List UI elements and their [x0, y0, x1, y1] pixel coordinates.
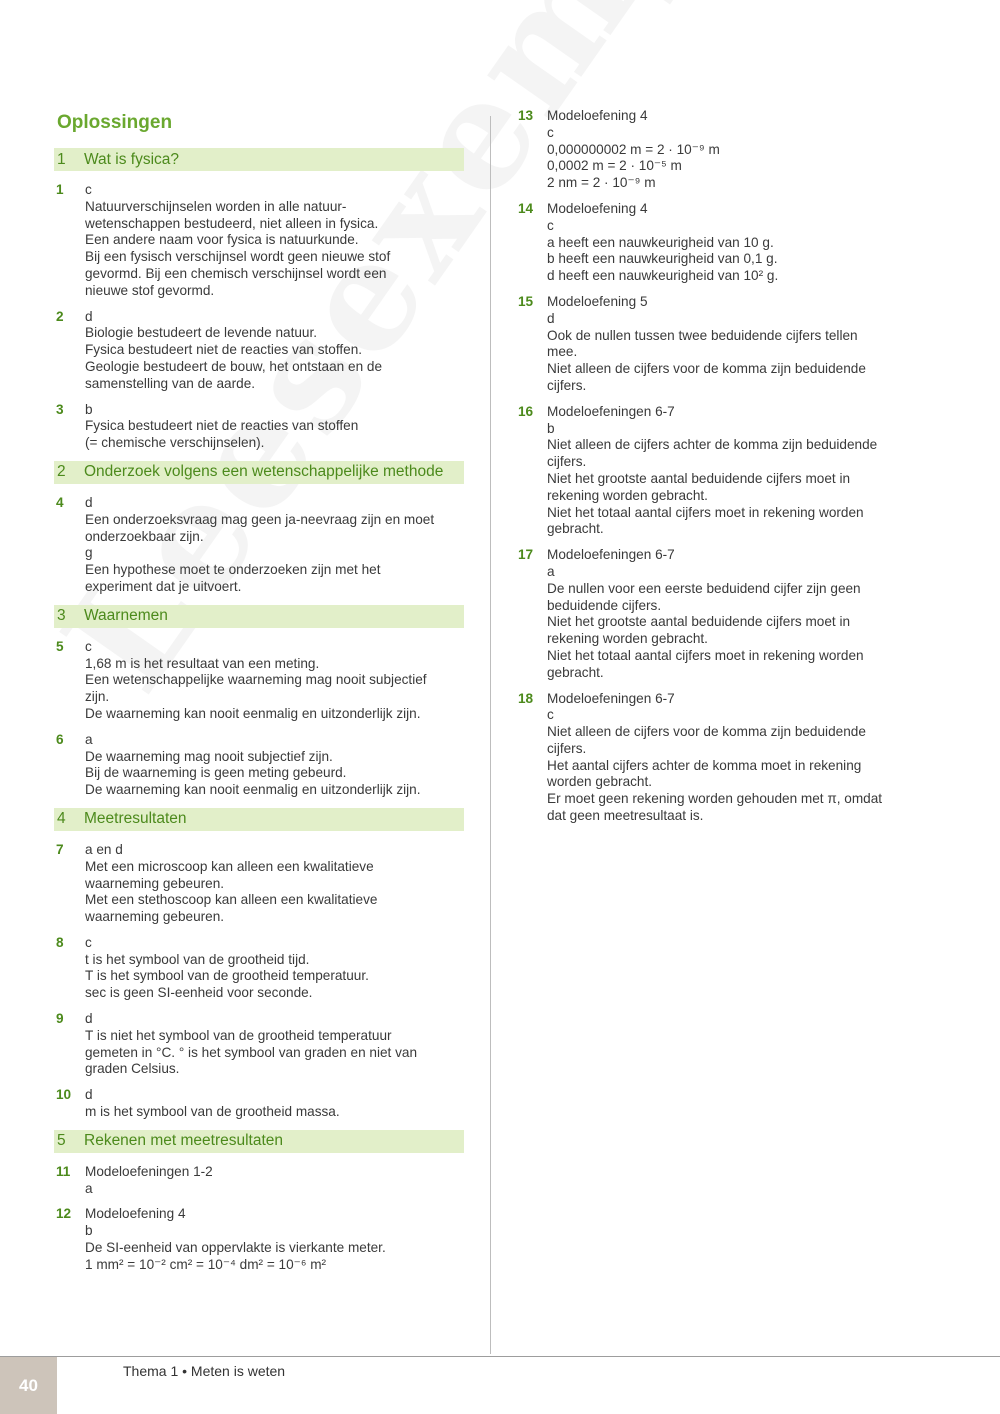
answer-line: waarneming gebeuren.: [85, 909, 225, 925]
answer-line: De nullen voor een eerste beduidend cijfer zijn geen: [547, 580, 861, 596]
answer-line: De SI-eenheid van oppervlakte is vierkante meter.: [85, 1240, 386, 1256]
question-13: [516, 108, 916, 192]
question-number: 14: [518, 200, 534, 216]
answer-key: d: [85, 494, 93, 510]
question-6: [54, 732, 464, 799]
answer-line: gemeten in °C. ° is het symbool van graden en niet van: [85, 1044, 418, 1060]
answer-key: d: [85, 308, 93, 324]
answer-line: c: [547, 217, 554, 233]
answer-line: 0,000000002 m = 2 · 10⁻⁹ m: [547, 141, 720, 157]
answer-line: experiment dat je uitvoert.: [85, 578, 242, 594]
section-number: 1: [57, 150, 66, 168]
answer-line: c: [547, 707, 554, 723]
answer-line: b: [85, 1223, 93, 1239]
answer-key: Modeloefeningen 1-2: [85, 1163, 213, 1179]
question-number: 17: [518, 547, 534, 563]
answer-line: a: [85, 1180, 93, 1196]
right-column: [516, 108, 916, 834]
answer-line: rekening worden gebracht.: [547, 631, 708, 647]
question-answer: [85, 402, 464, 452]
solutions-sections: [54, 148, 464, 1274]
question-14: [516, 201, 916, 285]
answer-line: De waarneming mag nooit subjectief zijn.: [85, 748, 333, 764]
answer-line: m is het symbool van de grootheid massa.: [85, 1104, 340, 1120]
answer-line: Een hypothese moet te onderzoeken zijn met het: [85, 562, 381, 578]
question-answer: [547, 201, 916, 285]
question-10: [54, 1087, 464, 1121]
section-number: 5: [57, 1132, 66, 1150]
answer-key: Modeloefeningen 6-7: [547, 690, 675, 706]
answer-line: d: [547, 310, 555, 326]
question-answer: [85, 309, 464, 393]
answer-line: samenstelling van de aarde.: [85, 375, 256, 391]
answer-line: 1,68 m is het resultaat van een meting.: [85, 655, 320, 671]
answer-line: a: [547, 563, 555, 579]
question-11: [54, 1164, 464, 1198]
question-answer: [547, 294, 916, 395]
footer-chapter-title: Thema 1 • Meten is weten: [123, 1363, 286, 1379]
answer-line: Een andere naam voor fysica is natuurkunde.: [85, 232, 359, 248]
answer-key: Modeloefening 4: [85, 1206, 186, 1222]
answer-line: b heeft een nauwkeurigheid van 0,1 g.: [547, 251, 778, 267]
question-number: 10: [56, 1087, 72, 1103]
footer-divider: [0, 1356, 1000, 1357]
answer-key: c: [85, 638, 92, 654]
page-number: 40: [0, 1357, 57, 1414]
question-number: 18: [518, 690, 534, 706]
answer-key: Modeloefening 5: [547, 293, 648, 309]
answer-line: b: [547, 420, 555, 436]
answer-key: a en d: [85, 841, 123, 857]
answer-line: graden Celsius.: [85, 1061, 180, 1077]
solutions-list-right: [516, 108, 916, 825]
answer-line: Bij de waarneming is geen meting gebeurd.: [85, 765, 347, 781]
answer-line: Een wetenschappelijke waarneming mag nooit subjectief: [85, 672, 427, 688]
answer-line: rekening worden gebracht.: [547, 487, 708, 503]
answer-line: waarneming gebeuren.: [85, 875, 225, 891]
answer-line: Niet het totaal aantal cijfers moet in rekening worden: [547, 647, 864, 663]
answer-line: De waarneming kan nooit eenmalig en uitzonderlijk zijn.: [85, 705, 421, 721]
answer-line: Natuurverschijnselen worden in alle natuur-: [85, 198, 347, 214]
question-number: 6: [56, 731, 64, 747]
answer-line: Het aantal cijfers achter de komma moet in rekening: [547, 757, 862, 773]
answer-line: T is het symbool van de grootheid temperatuur.: [85, 968, 369, 984]
question-answer: [85, 1087, 464, 1121]
question-3: [54, 402, 464, 452]
answer-line: Fysica bestudeert niet de reacties van stoffen.: [85, 342, 363, 358]
question-15: [516, 294, 916, 395]
section-header: [54, 148, 464, 171]
answer-line: dat geen meetresultaat is.: [547, 808, 704, 824]
answer-line: (= chemische verschijnselen).: [85, 435, 265, 451]
question-8: [54, 935, 464, 1002]
question-answer: [547, 404, 916, 538]
answer-line: Bij een fysisch verschijnsel wordt geen nieuwe stof: [85, 249, 391, 265]
answer-line: 2 nm = 2 · 10⁻⁹ m: [547, 175, 656, 191]
answer-line: cijfers.: [547, 454, 587, 470]
answer-line: gebracht.: [547, 664, 604, 680]
question-answer: [85, 1206, 464, 1273]
page-title: Oplossingen: [57, 112, 173, 133]
answer-line: Niet alleen de cijfers voor de komma zijn beduidende: [547, 724, 866, 740]
answer-key: Modeloefening 4: [547, 108, 648, 123]
answer-line: Met een microscoop kan alleen een kwalitatieve: [85, 858, 374, 874]
answer-line: Fysica bestudeert niet de reacties van stoffen: [85, 418, 359, 434]
answer-line: beduidende cijfers.: [547, 597, 662, 613]
question-answer: [547, 547, 916, 681]
answer-line: cijfers.: [547, 377, 587, 393]
section-header: [54, 461, 464, 484]
question-5: [54, 639, 464, 723]
answer-key: b: [85, 401, 93, 417]
section-title: Waarnemen: [84, 607, 168, 625]
question-number: 11: [56, 1163, 71, 1179]
answer-line: Een onderzoeksvraag mag geen ja-neevraag zijn en moet: [85, 511, 435, 527]
question-number: 16: [518, 403, 534, 419]
answer-line: Ook de nullen tussen twee beduidende cijfers tellen: [547, 327, 858, 343]
answer-line: Niet het grootste aantal beduidende cijfers moet in: [547, 614, 851, 630]
question-18: [516, 691, 916, 825]
answer-line: gebracht.: [547, 521, 604, 537]
answer-line: De waarneming kan nooit eenmalig en uitzonderlijk zijn.: [85, 782, 421, 798]
section-header: [54, 1130, 464, 1153]
question-answer: [85, 732, 464, 799]
section-number: 3: [57, 607, 66, 625]
answer-key: d: [85, 1087, 93, 1103]
answer-line: gevormd. Bij een chemisch verschijnsel wordt een: [85, 265, 387, 281]
question-answer: [547, 108, 916, 192]
question-9: [54, 1011, 464, 1078]
column-divider: [490, 116, 491, 1354]
question-2: [54, 309, 464, 393]
answer-line: cijfers.: [547, 740, 587, 756]
section-title: Rekenen met meetresultaten: [84, 1132, 284, 1150]
answer-line: Geologie bestudeert de bouw, het ontstaan en de: [85, 358, 383, 374]
question-number: 9: [56, 1011, 64, 1027]
answer-key: a: [85, 731, 93, 747]
answer-line: Er moet geen rekening worden gehouden met π, omdat: [547, 791, 883, 807]
answer-line: worden gebracht.: [547, 774, 653, 790]
answer-line: Biologie bestudeert de levende natuur.: [85, 325, 318, 341]
answer-line: T is niet het symbool van de grootheid temperatuur: [85, 1027, 392, 1043]
answer-line: 0,0002 m = 2 · 10⁻⁵ m: [547, 158, 682, 174]
question-12: [54, 1206, 464, 1273]
question-7: [54, 842, 464, 926]
question-number: 12: [56, 1206, 72, 1222]
answer-line: zijn.: [85, 689, 110, 705]
answer-line: nieuwe stof gevormd.: [85, 282, 215, 298]
answer-line: Niet alleen de cijfers achter de komma zijn beduidende: [547, 437, 878, 453]
answer-line: a heeft een nauwkeurigheid van 10 g.: [547, 234, 774, 250]
answer-line: t is het symbool van de grootheid tijd.: [85, 951, 310, 967]
answer-line: d heeft een nauwkeurigheid van 10² g.: [547, 268, 779, 284]
answer-line: c: [547, 124, 554, 140]
answer-key: Modeloefeningen 6-7: [547, 403, 675, 419]
section-title: Meetresultaten: [84, 810, 187, 828]
question-answer: [85, 182, 464, 300]
left-column: [54, 108, 464, 1283]
section-number: 2: [57, 463, 66, 481]
answer-key: Modeloefening 4: [547, 200, 648, 216]
question-number: 7: [56, 841, 64, 857]
answer-line: Niet het grootste aantal beduidende cijfers moet in: [547, 470, 851, 486]
answer-line: 1 mm² = 10⁻² cm² = 10⁻⁴ dm² = 10⁻⁶ m²: [85, 1256, 327, 1272]
answer-key: d: [85, 1011, 93, 1027]
question-number: 4: [56, 494, 64, 510]
question-17: [516, 547, 916, 681]
question-answer: [85, 842, 464, 926]
question-number: 1: [56, 182, 64, 197]
question-number: 13: [518, 108, 534, 123]
answer-line: mee.: [547, 344, 578, 360]
answer-key: c: [85, 182, 92, 197]
question-answer: [547, 691, 916, 825]
question-number: 5: [56, 638, 64, 654]
answer-line: wetenschappen bestudeerd, niet alleen in fysica.: [85, 215, 379, 231]
answer-key: c: [85, 934, 92, 950]
answer-key: Modeloefeningen 6-7: [547, 547, 675, 563]
answer-line: sec is geen SI-eenheid voor seconde.: [85, 985, 313, 1001]
answer-line: Niet het totaal aantal cijfers moet in rekening worden: [547, 504, 864, 520]
question-number: 2: [56, 308, 64, 324]
answer-line: Niet alleen de cijfers voor de komma zijn beduidende: [547, 361, 866, 377]
answer-line: g: [85, 545, 93, 561]
section-number: 4: [57, 810, 66, 828]
question-number: 15: [518, 293, 534, 309]
question-number: 8: [56, 934, 64, 950]
answer-line: onderzoekbaar zijn.: [85, 528, 204, 544]
question-number: 3: [56, 401, 64, 417]
question-1: [54, 182, 464, 300]
question-answer: [85, 1164, 464, 1198]
section-title: Wat is fysica?: [84, 150, 180, 168]
question-answer: [85, 639, 464, 723]
question-answer: [85, 935, 464, 1002]
section-header: [54, 808, 464, 831]
question-4: [54, 495, 464, 596]
question-16: [516, 404, 916, 538]
answer-line: Met een stethoscoop kan alleen een kwalitatieve: [85, 892, 378, 908]
section-header: [54, 605, 464, 628]
section-title: Onderzoek volgens een wetenschappelijke methode: [84, 463, 444, 481]
question-answer: [85, 1011, 464, 1078]
question-answer: [85, 495, 464, 596]
